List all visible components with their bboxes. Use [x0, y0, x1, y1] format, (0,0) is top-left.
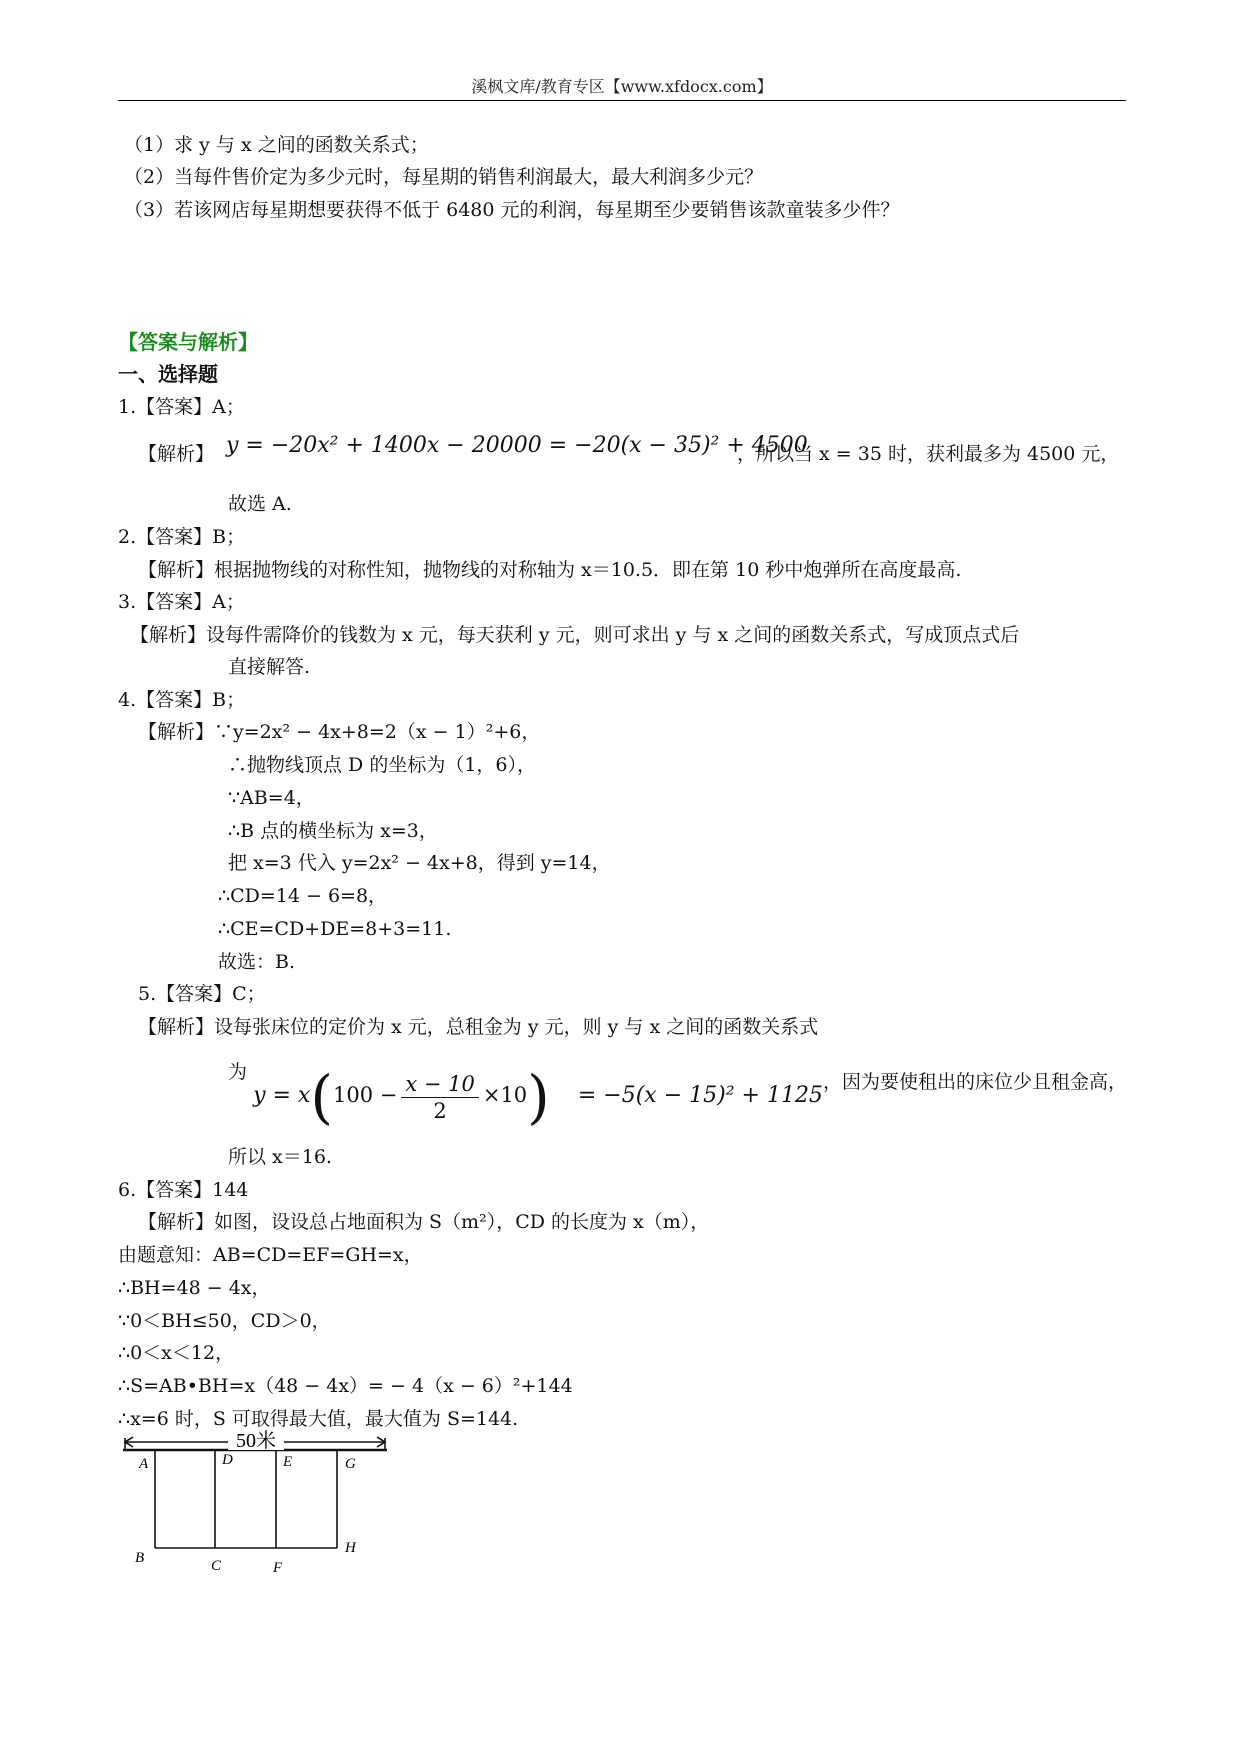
q5-analysis: 【解析】设每张床位的定价为 x 元，总租金为 y 元，则 y 与 x 之间的函数关系式	[138, 1016, 819, 1038]
q5-formula-left: y = x	[253, 1083, 311, 1108]
question-1: （1）求 y 与 x 之间的函数关系式；	[124, 134, 429, 156]
q4-line: ∴CD=14 − 6=8，	[218, 885, 388, 907]
q4-line: ∵AB=4，	[228, 787, 315, 809]
q5-prefix: 为	[228, 1061, 248, 1083]
q6-line: ∴0＜x＜12，	[118, 1342, 235, 1364]
q6-line: ∴x=6 时，S 可取得最大值，最大值为 S=144.	[118, 1408, 519, 1430]
q4-line: ∴B 点的横坐标为 x=3，	[228, 820, 438, 842]
q4-line: ∴CE=CD+DE=8+3=11.	[218, 918, 452, 940]
right-paren: )	[527, 1063, 550, 1131]
q6-line: 由题意知：AB=CD=EF=GH=x，	[118, 1244, 423, 1266]
q6-line: 【解析】如图，设设总占地面积为 S（m²），CD 的长度为 x（m），	[138, 1211, 710, 1233]
point-label-b: B	[135, 1550, 145, 1566]
q5-fraction	[401, 1071, 479, 1124]
point-label-c: C	[211, 1558, 222, 1574]
q6-answer: 6.【答案】144	[118, 1179, 249, 1201]
q5-inner-a: 100 −	[332, 1083, 398, 1107]
point-label-a: A	[139, 1456, 149, 1472]
q4-line: 故选：B.	[218, 951, 296, 973]
q6-line: ∴BH=48 − 4x，	[118, 1277, 271, 1299]
q1-label: 【解析】	[138, 443, 215, 465]
q3-analysis: 【解析】设每件需降价的钱数为 x 元，每天获利 y 元，则可求出 y 与 x 之间的函数关系式，写成顶点式后	[130, 624, 1020, 646]
enclosure-figure	[115, 1430, 395, 1590]
frac-denominator: 2	[433, 1098, 447, 1123]
q1-text: ，所以当 x = 35 时，获利最多为 4500 元，	[737, 443, 1120, 465]
q3-answer: 3.【答案】A；	[118, 591, 245, 613]
left-paren: (	[310, 1063, 333, 1131]
point-label-g: G	[345, 1456, 356, 1472]
q6-line: ∴S=AB•BH=x（48 − 4x）= − 4（x − 6）²+144	[118, 1375, 573, 1397]
q6-line: ∵0＜BH≤50，CD＞0，	[118, 1310, 331, 1332]
q5-inner-b: ×10	[482, 1083, 528, 1107]
question-3: （3）若该网店每星期想要获得不低于 6480 元的利润，每星期至少要销售该款童装多少件？	[124, 199, 900, 221]
q2-analysis: 【解析】根据抛物线的对称性知，抛物线的对称轴为 x＝10.5．即在第 10 秒中炮弹所在高度最高.	[138, 559, 962, 581]
part-title: 一、选择题	[118, 362, 218, 386]
q5-answer: 5.【答案】C；	[138, 983, 266, 1005]
q5-formula-row	[228, 1060, 1127, 1130]
point-label-e: E	[283, 1454, 293, 1470]
point-label-d: D	[222, 1452, 233, 1468]
q4-line: ∴抛物线顶点 D 的坐标为（1，6），	[228, 754, 536, 776]
q5-cont: 所以 x＝16.	[228, 1146, 332, 1168]
q3-cont: 直接解答.	[228, 656, 311, 678]
page-header: 溪枫文库/教育专区【www.xfdocx.com】	[118, 74, 1126, 101]
length-label: 50米	[236, 1430, 276, 1452]
q4-line: 把 x=3 代入 y=2x² − 4x+8，得到 y=14，	[228, 852, 611, 874]
q4-line: 【解析】∵y=2x² − 4x+8=2（x − 1）²+6，	[138, 721, 541, 743]
question-2: （2）当每件售价定为多少元时，每星期的销售利润最大，最大利润多少元？	[124, 166, 764, 188]
q4-answer: 4.【答案】B；	[118, 689, 246, 711]
q2-answer: 2.【答案】B；	[118, 526, 246, 548]
point-label-h: H	[345, 1540, 356, 1556]
q1-answer: 1.【答案】A；	[118, 396, 245, 418]
q1-analysis	[138, 442, 214, 466]
q5-formula-right: = −5(x − 15)² + 1125	[577, 1083, 823, 1108]
q1-cont: 故选 A.	[228, 493, 292, 515]
point-label-f: F	[273, 1560, 283, 1576]
q5-text: ，因为要使租出的床位少且租金高，	[822, 1071, 1127, 1093]
frac-numerator: x − 10	[401, 1071, 479, 1098]
section-title: 【答案与解析】	[118, 330, 258, 354]
q1-formula: y = −20x² + 1400x − 20000 = −20(x − 35)² + 4500	[226, 433, 808, 458]
